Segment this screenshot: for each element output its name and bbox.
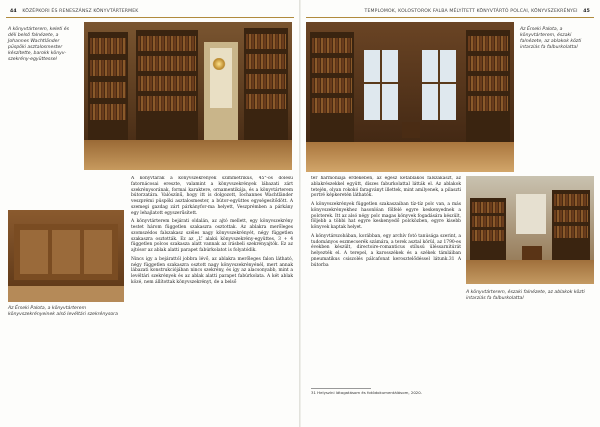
right-bottom-caption: A könyvtárterem, északi falnézete, az ablakok közti intarziás fa falburkolattal — [466, 290, 585, 301]
right-paragraph-2: A könyvszekrények független szakaszaiban tíz-tíz polc van, a más könyvszekrényekhez hasonlóan fölfelé egyre keskenyednek a polcterek. Itt az alsó négy polc magas könyvek fogadására készült, följebb a többi hat egyre keskenyedő polcközben, egyre kisebb könyvek kaptak helyet. — [311, 202, 461, 230]
right-top-caption: Az Érseki Palota, a könyvtárterem, északi falnézete, az ablakok közti intarziás fa falburkolattal — [520, 27, 582, 50]
left-top-caption: A könyvtárterem, keleti és déli belső falnézete, a Johannes Wachtländer püspöki asztalosmester készítette, barokk könyv-szekrény-együttessel — [8, 27, 70, 62]
right-head-rule — [306, 17, 594, 18]
footnote-rule — [311, 388, 371, 389]
left-bottom-caption: Az Érseki Palota, a könyvtárterem könyvszekrényeinek alsó levéltári szekrénysora — [8, 306, 118, 317]
left-paragraph-3: Nincs igy a bejárattól jobbra lévő, az ablakra merőleges falon látható, négy független szakaszra osztott nagy könyvszekrényénél, mert annak lábazati konstrukciójában nincs szekrény, és így az alacsonyabb, mint a levéltári szekrények és az ablak alatti parapet fabúrkolata. A két ablak közé, nem állítottak könyvszekrényt, de a belső — [131, 256, 293, 285]
footnote: 31 Helyszíni látogatásom és fotódokumentálásom, 2020. — [311, 390, 422, 395]
right-paragraph-3: A könyvtárszobában, korábban, egy archív fotó tanúsága szerint, a tudományos eszmecserék számára, a terek asztal körül, az 1790-es években készült, directoire-romanticus stílusú üléssarnitúrát helyezték el. A terepel, a karosszékek és a székek támláiban pneumatikus csiszolés pálcafonat kerosztelődéssel látunk.31 A bútorba — [311, 233, 461, 268]
library-photo-left — [84, 22, 292, 170]
library-photo-right-bottom — [466, 176, 594, 284]
left-paragraph-2: A könyvtárterem bejárati oldalán, az ajtó mellett, egy könyvszekrény testet három független szakaszra osztottak. Az ablakra merőleges szomszédos falszakasz széles nagy könyvszekrényét, négy független szakaszra osztották. Ez az „L” alakú könyvszekrény-együttes, 3 + 4 független polcos szakasza alatt vannak az írásbeli szekrényajtók. Ez az ajtósor az ablak alatti parapet fabúrkolatot is folyatódik. — [131, 219, 293, 253]
left-paragraph-1: A könyvtárak a könyvszekrények szimmetrikus, 45°-os dőlésű fatornácosai ereszte, valamint a könyvszekrények lábazati zárt szekrénysorának, formai karaktere, ornamentikája, és a könyvtárterem bútorzatára. Valószínű, hogy itt is dolgozott, Iochannes Wachtländer veszprémi püspöki asztalosmester, a bútor-együttes egységesítődött. A szemegi gazdag zárt párkányfor-ma helyett, Veszprémben a párkány egy lehajlatott egyszerűsített. — [131, 176, 293, 216]
left-head-rule — [6, 17, 294, 18]
right-body-text — [311, 176, 461, 381]
cabinet-photo — [8, 210, 124, 302]
left-page — [0, 0, 299, 427]
right-page-number: 45 — [583, 9, 590, 14]
left-body-text — [131, 176, 293, 416]
library-photo-right — [306, 22, 514, 172]
left-running-head-text: KÖZÉPKORI ÉS RENESZÁNSZ KÖNYVTÁRTERMEK — [22, 9, 139, 14]
right-paragraph-1: tér harmóniája érdekében, az egész kétablakos falszakaszt, az ablakrészekkel együtt, díszes faburkolattal látták el. Az ablakok tetején, olyan rokokó faragványt illettek, mint amilyenek, a pilaszti portré képkeretén láthatók. — [311, 176, 461, 199]
left-page-number: 44 — [10, 9, 17, 14]
right-running-head-text: TEMPLOMOK, KOLOSTOROK FALBA MÉLYÍTETT KÖNYVTÁRTÓ POLCAI, KÖNYVSZEKRÉNYEI — [364, 9, 578, 14]
